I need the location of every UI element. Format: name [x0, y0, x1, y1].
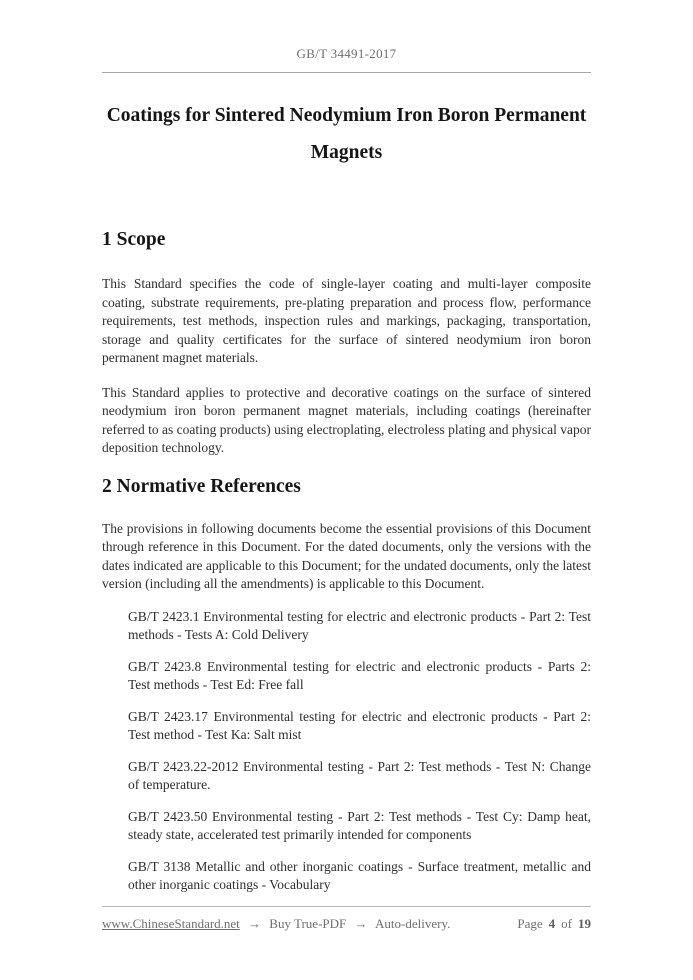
of-label: of [561, 916, 572, 931]
header-divider [102, 72, 591, 73]
reference-item: GB/T 2423.8 Environmental testing for electric and electronic products - Parts 2: Test methods - Test Ed: Free fall [128, 658, 591, 692]
reference-item: GB/T 3138 Metallic and other inorganic coatings - Surface treatment, metallic and other inorganic coatings - Vocabulary [128, 858, 591, 892]
reference-item: GB/T 2423.22-2012 Environmental testing - Part 2: Test methods - Test N: Change of temperature. [128, 758, 591, 792]
section-scope [102, 227, 591, 458]
scope-paragraph-2: This Standard applies to protective and decorative coatings on the surface of sintered neodymium iron boron permanent magnet materials, including coatings (hereinafter referred to as coating products) using electroplating, electroless plating and physical vapor deposition technology. [102, 384, 591, 455]
scope-paragraph-1: This Standard specifies the code of single-layer coating and multi-layer composite coating, substrate requirements, pre-plating preparation and process flow, performance requirements, test methods, inspection rules and markings, packaging, transportation, storage and quality certificates for the surface of sintered neodymium iron boron permanent magnet materials. [102, 276, 591, 365]
arrow-right-icon: → [248, 916, 262, 931]
footer-action-delivery: Auto-delivery. [375, 916, 451, 931]
arrow-right-icon: → [354, 916, 368, 931]
footer-action-buy: Buy True-PDF [269, 916, 347, 931]
normative-intro-paragraph: The provisions in following documents become the essential provisions of this Document through reference in this Document. For the dated documents, only the versions with the dates indicated are applicable to this Document; for the undated documents, only the latest version (including all the amendments) is applicable to this Document. [102, 520, 591, 591]
page-content [102, 0, 591, 895]
document-title: Coatings for Sintered Neodymium Iron Boron Permanent Magnets [106, 105, 587, 163]
reference-item: GB/T 2423.1 Environmental testing for electric and electronic products - Part 2: Test methods - Tests A: Cold Delivery [128, 608, 591, 642]
page-total: 19 [578, 916, 591, 931]
reference-item: GB/T 2423.50 Environmental testing - Part 2: Test methods - Test Cy: Damp heat, steady state, accelerated test primarily intended for components [128, 808, 591, 842]
reference-item: GB/T 2423.17 Environmental testing for electric and electronic products - Part 2: Test method - Test Ka: Salt mist [128, 708, 591, 742]
section-normative-references [102, 474, 591, 895]
section-heading-scope: 1 Scope [102, 229, 166, 250]
doc-number: GB/T 34491-2017 [296, 46, 397, 61]
page-indicator [517, 916, 591, 932]
website-link[interactable]: www.ChineseStandard.net [102, 916, 240, 931]
footer-info [102, 916, 450, 932]
page-label: Page [517, 916, 543, 931]
page-current: 4 [548, 916, 556, 931]
section-heading-normative-references: 2 Normative References [102, 475, 301, 497]
page-footer [102, 906, 591, 932]
